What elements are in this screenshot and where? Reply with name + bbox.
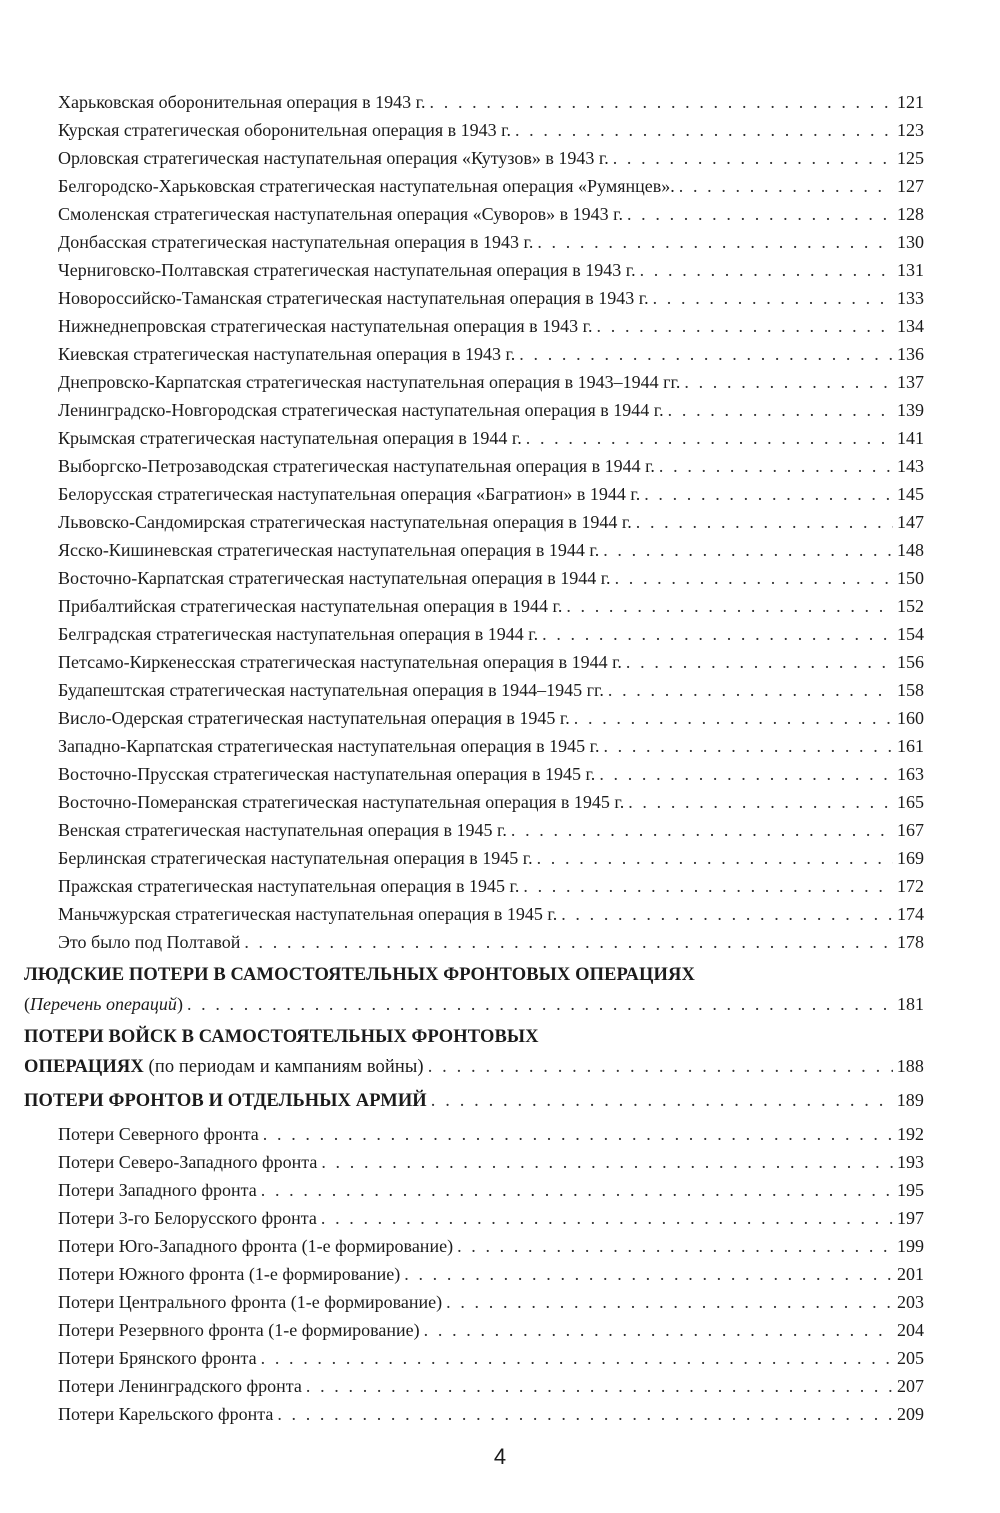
entry-title: Белорусская стратегическая наступательная операция «Багратион» в 1944 г. (58, 484, 641, 504)
entry-title: Потери Северного фронта (58, 1124, 259, 1144)
dot-leader (566, 592, 893, 620)
toc-row[interactable] (24, 788, 924, 816)
page-number: 201 (897, 1264, 924, 1284)
page-number: 195 (897, 1180, 924, 1200)
entry-title: Пражская стратегическая наступательная операция в 1945 г. (58, 876, 520, 896)
dot-leader (321, 1204, 893, 1232)
page-number: 160 (897, 708, 924, 728)
toc-row[interactable] (24, 424, 924, 452)
dot-leader (187, 990, 893, 1018)
toc-row[interactable] (24, 1148, 924, 1176)
page-number: 163 (897, 764, 924, 784)
page-number: 125 (897, 148, 924, 168)
page-number: 134 (897, 316, 924, 336)
page-footer-number: 4 (493, 1444, 507, 1469)
toc-row[interactable] (24, 872, 924, 900)
toc-row[interactable] (24, 676, 924, 704)
entry-title: Восточно-Карпатская стратегическая наступательная операция в 1944 г. (58, 568, 611, 588)
section-heading: ПОТЕРИ ВОЙСК В САМОСТОЯТЕЛЬНЫХ ФРОНТОВЫХ (24, 1027, 539, 1047)
page-number: 178 (897, 932, 924, 952)
toc-row[interactable] (24, 1372, 924, 1400)
entry-title: Орловская стратегическая наступательная операция «Кутузов» в 1943 г. (58, 148, 609, 168)
dot-leader (244, 928, 893, 956)
toc-row[interactable] (24, 1288, 924, 1316)
page-number: 143 (897, 456, 924, 476)
page-number: 128 (897, 204, 924, 224)
dot-leader (277, 1400, 893, 1428)
toc-row[interactable] (24, 928, 924, 956)
dot-leader (644, 480, 893, 508)
dot-leader (679, 172, 893, 200)
toc-row[interactable] (24, 1344, 924, 1372)
entry-title: Курская стратегическая оборонительная операция в 1943 г. (58, 120, 511, 140)
entry-title: Петсамо-Киркенесская стратегическая наступательная операция в 1944 г. (58, 652, 622, 672)
page-number: 181 (897, 994, 924, 1014)
toc-heading-row[interactable] (24, 960, 924, 990)
dot-leader (640, 256, 893, 284)
dot-leader (261, 1176, 893, 1204)
dot-leader (519, 340, 893, 368)
dot-leader (542, 620, 893, 648)
toc-row[interactable] (24, 144, 924, 172)
entry-title: Донбасская стратегическая наступательная операция в 1943 г. (58, 232, 534, 252)
page-number: 158 (897, 680, 924, 700)
toc-row[interactable] (24, 1176, 924, 1204)
toc-row[interactable] (24, 732, 924, 760)
entry-title: Висло-Одерская стратегическая наступательная операция в 1945 г. (58, 708, 570, 728)
dot-leader (431, 1086, 893, 1116)
dot-leader (668, 396, 893, 424)
entry-title: Потери Центрального фронта (1-е формирование) (58, 1292, 443, 1312)
toc-row[interactable] (24, 900, 924, 928)
dot-leader (597, 312, 893, 340)
page-number: 193 (897, 1152, 924, 1172)
entry-title: Потери Брянского фронта (58, 1348, 257, 1368)
entry-title: Белгородско-Харьковская стратегическая наступательная операция «Румянцев». (58, 176, 675, 196)
page-number: 145 (897, 484, 924, 504)
toc-row[interactable] (24, 256, 924, 284)
page-number: 127 (897, 176, 924, 196)
toc-row[interactable] (24, 1204, 924, 1232)
page-number: 209 (897, 1404, 924, 1424)
entry-title: Маньчжурская стратегическая наступательная операция в 1945 г. (58, 904, 558, 924)
section-heading: ПОТЕРИ ФРОНТОВ И ОТДЕЛЬНЫХ АРМИЙ (24, 1091, 427, 1111)
dot-leader (424, 1316, 893, 1344)
toc-row[interactable] (24, 368, 924, 396)
dot-leader (599, 760, 893, 788)
page-number: 150 (897, 568, 924, 588)
page-number: 148 (897, 540, 924, 560)
toc-row[interactable] (24, 760, 924, 788)
toc-row[interactable] (24, 990, 924, 1018)
page-number: 197 (897, 1208, 924, 1228)
dot-leader (457, 1232, 893, 1260)
toc-row[interactable] (24, 648, 924, 676)
page-number: 136 (897, 344, 924, 364)
dot-leader (628, 788, 893, 816)
section-heading: ЛЮДСКИЕ ПОТЕРИ В САМОСТОЯТЕЛЬНЫХ ФРОНТОВЫХ ОПЕРАЦИЯХ (24, 965, 695, 985)
toc-row[interactable] (24, 536, 924, 564)
toc-row[interactable] (24, 452, 924, 480)
entry-title: Потери Юго-Западного фронта (1-е формирование) (58, 1236, 454, 1256)
dot-leader (626, 648, 893, 676)
toc-row[interactable] (24, 312, 924, 340)
dot-leader (511, 816, 893, 844)
toc-row[interactable] (24, 704, 924, 732)
entry-title: Восточно-Прусская стратегическая наступательная операция в 1945 г. (58, 764, 596, 784)
dot-leader (653, 284, 893, 312)
table-of-contents (24, 88, 924, 1428)
toc-row[interactable] (24, 1260, 924, 1288)
page-number: 203 (897, 1292, 924, 1312)
entry-title: Потери Карельского фронта (58, 1404, 274, 1424)
operations-list (24, 88, 924, 956)
toc-row[interactable] (24, 564, 924, 592)
entry-title: Нижнеднепровская стратегическая наступательная операция в 1943 г. (58, 316, 593, 336)
toc-row[interactable] (24, 396, 924, 424)
toc-heading-row[interactable] (24, 1085, 924, 1116)
dot-leader (603, 536, 893, 564)
page-number: 169 (897, 848, 924, 868)
page-number: 192 (897, 1124, 924, 1144)
dot-leader (615, 564, 893, 592)
toc-row[interactable] (24, 340, 924, 368)
dot-leader (561, 900, 893, 928)
toc-row[interactable] (24, 1232, 924, 1260)
section-troop-losses (24, 1022, 924, 1081)
page-number: 141 (897, 428, 924, 448)
dot-leader (603, 732, 893, 760)
entry-title: Потери Северо-Западного фронта (58, 1152, 318, 1172)
page-number: 154 (897, 624, 924, 644)
toc-heading-row[interactable] (24, 1022, 924, 1052)
entry-title: Берлинская стратегическая наступательная операция в 1945 г. (58, 848, 533, 868)
dot-leader (321, 1148, 893, 1176)
page-number: 207 (897, 1376, 924, 1396)
entry-title: Венская стратегическая наступательная операция в 1945 г. (58, 820, 507, 840)
toc-row[interactable] (24, 1316, 924, 1344)
dot-leader (684, 368, 893, 396)
toc-row[interactable] (24, 1400, 924, 1428)
toc-row[interactable] (24, 200, 924, 228)
toc-row[interactable] (24, 172, 924, 200)
entry-title: Прибалтийская стратегическая наступательная операция в 1944 г. (58, 596, 563, 616)
entry-title: Это было под Полтавой (58, 932, 241, 952)
page-number: 130 (897, 232, 924, 252)
dot-leader (446, 1288, 893, 1316)
page-number: 165 (897, 792, 924, 812)
entry-title: Смоленская стратегическая наступательная операция «Суворов» в 1943 г. (58, 204, 623, 224)
toc-row[interactable] (24, 88, 924, 116)
page-number: 161 (897, 736, 924, 756)
dot-leader (515, 116, 893, 144)
entry-title: Ясско-Кишиневская стратегическая наступательная операция в 1944 г. (58, 540, 600, 560)
page-number: 156 (897, 652, 924, 672)
section-front-losses (24, 1085, 924, 1116)
page-number: 121 (897, 92, 924, 112)
page-number: 152 (897, 596, 924, 616)
entry-title: Потери Западного фронта (58, 1180, 257, 1200)
section-subtitle: (Перечень операций) (24, 994, 183, 1014)
dot-leader (537, 228, 893, 256)
entry-title: Киевская стратегическая наступательная операция в 1943 г. (58, 344, 516, 364)
page-number: 189 (896, 1090, 924, 1110)
toc-row[interactable] (24, 1120, 924, 1148)
toc-row[interactable] (24, 508, 924, 536)
entry-title: Днепровско-Карпатская стратегическая наступательная операция в 1943–1944 гг. (58, 372, 681, 392)
dot-leader (613, 144, 893, 172)
page-number: 174 (897, 904, 924, 924)
dot-leader (627, 200, 893, 228)
toc-row[interactable] (24, 228, 924, 256)
dot-leader (526, 424, 893, 452)
entry-title: Львовско-Сандомирская стратегическая наступательная операция в 1944 г. (58, 512, 632, 532)
entry-title: Новороссийско-Таманская стратегическая наступательная операция в 1943 г. (58, 288, 649, 308)
page-number: 137 (897, 372, 924, 392)
entry-title: Харьковская оборонительная операция в 1943 г. (58, 92, 426, 112)
entry-title: Потери Южного фронта (1-е формирование) (58, 1264, 401, 1284)
dot-leader (428, 1053, 893, 1081)
dot-leader (404, 1260, 893, 1288)
dot-leader (636, 508, 893, 536)
toc-row[interactable] (24, 480, 924, 508)
page-number: 199 (897, 1236, 924, 1256)
page-number: 204 (897, 1320, 924, 1340)
page-number: 172 (897, 876, 924, 896)
toc-row[interactable] (24, 592, 924, 620)
entry-title: Черниговско-Полтавская стратегическая наступательная операция в 1943 г. (58, 260, 636, 280)
page-number: 205 (897, 1348, 924, 1368)
dot-leader (574, 704, 893, 732)
entry-title: Потери Резервного фронта (1-е формирование) (58, 1320, 420, 1340)
entry-title: Потери 3-го Белорусского фронта (58, 1208, 317, 1228)
page-number: 139 (897, 400, 924, 420)
page-number: 131 (897, 260, 924, 280)
dot-leader (608, 676, 893, 704)
dot-leader (261, 1344, 893, 1372)
page-number: 167 (897, 820, 924, 840)
section-human-losses (24, 960, 924, 1018)
page-number: 123 (897, 120, 924, 140)
toc-row[interactable] (24, 284, 924, 312)
section-heading-continued: ОПЕРАЦИЯХ (по периодам и кампаниям войны) (24, 1057, 424, 1077)
entry-title: Восточно-Померанская стратегическая наступательная операция в 1945 г. (58, 792, 625, 812)
entry-title: Будапештская стратегическая наступательная операция в 1944–1945 гг. (58, 680, 604, 700)
dot-leader (659, 452, 893, 480)
toc-row[interactable] (24, 620, 924, 648)
toc-row[interactable] (24, 844, 924, 872)
fronts-list (24, 1120, 924, 1428)
toc-heading-row[interactable] (24, 1052, 924, 1081)
entry-title: Крымская стратегическая наступательная операция в 1944 г. (58, 428, 522, 448)
page-number: 147 (897, 512, 924, 532)
dot-leader (537, 844, 893, 872)
dot-leader (523, 872, 893, 900)
entry-title: Белградская стратегическая наступательная операция в 1944 г. (58, 624, 539, 644)
entry-title: Потери Ленинградского фронта (58, 1376, 302, 1396)
entry-title: Ленинградско-Новгородская стратегическая наступательная операция в 1944 г. (58, 400, 664, 420)
page-number: 133 (897, 288, 924, 308)
dot-leader (263, 1120, 893, 1148)
dot-leader (430, 88, 893, 116)
page-number: 188 (896, 1056, 924, 1076)
entry-title: Западно-Карпатская стратегическая наступательная операция в 1945 г. (58, 736, 600, 756)
toc-row[interactable] (24, 116, 924, 144)
dot-leader (306, 1372, 893, 1400)
entry-title: Выборгско-Петрозаводская стратегическая наступательная операция в 1944 г. (58, 456, 655, 476)
toc-row[interactable] (24, 816, 924, 844)
